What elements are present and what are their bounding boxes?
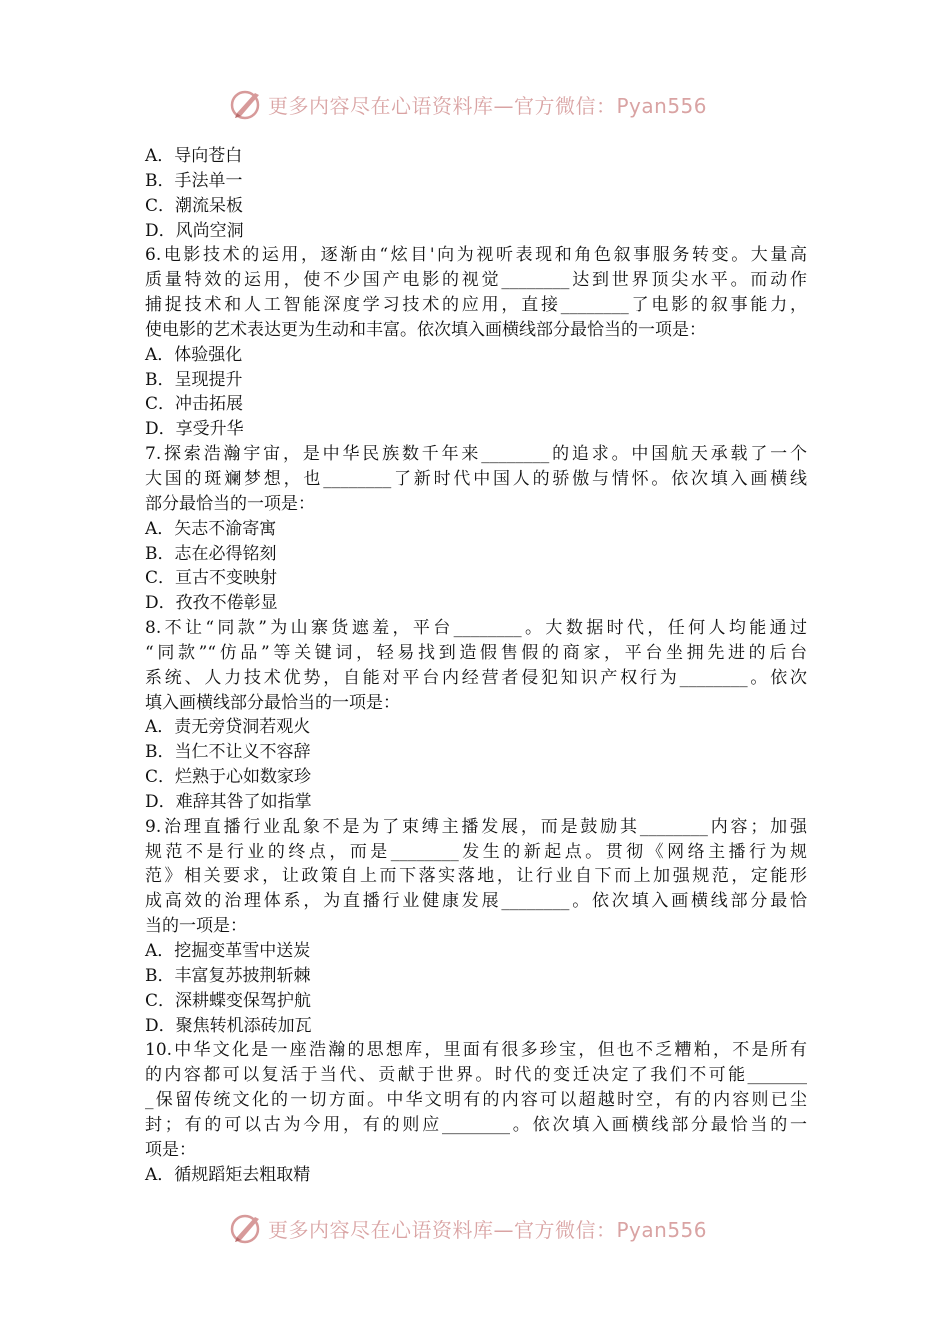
question-9-text: 规范不是行业的终点，而是________发生的新起点。贯彻《网络主播行为规 [145, 841, 807, 862]
question-10-text: 的内容都可以复活于当代、贡献于世界。时代的变迁决定了我们不可能_______ [145, 1065, 807, 1086]
option-line: D．聚焦转机添砖加瓦 [145, 1015, 312, 1036]
option-line: C．烂熟于心如数家珍 [145, 767, 312, 788]
option-line: C．冲击拓展 [145, 394, 244, 415]
question-10-text: 项是： [145, 1139, 196, 1160]
option-line: A．导向苍白 [145, 146, 243, 166]
option-line: C．亘古不变映射 [145, 568, 278, 589]
question-8-text: 系统、人力技术优势，自能对平台内经营者侵犯知识产权行为________。依次 [145, 667, 807, 688]
question-8-text: 填入画横线部分最恰当的一项是： [145, 692, 400, 713]
question-9-text: 成高效的治理体系，为直播行业健康发展________。依次填入画横线部分最恰 [145, 891, 807, 912]
option-line: C．潮流呆板 [145, 195, 244, 216]
option-line: A．循规蹈矩去粗取精 [145, 1164, 311, 1185]
option-line: A．挖掘变革雪中送炭 [145, 941, 311, 961]
question-6-text: 6.电影技术的运用，逐渐由“炫目'向为视听表现和角色叙事服务转变。大量高 [145, 245, 807, 266]
question-6-text: 质量特效的运用，使不少国产电影的视觉________达到世界顶尖水平。而动作 [145, 270, 807, 291]
question-7-text: 大国的斑斓梦想，也________了新时代中国人的骄傲与情怀。依次填入画横线 [145, 468, 807, 489]
option-line: D．享受升华 [145, 419, 244, 440]
question-8-text: 8.不让“同款”为山寨货遮羞，平台________。大数据时代，任何人均能通过 [145, 618, 807, 639]
question-9-text: 当的一项是： [145, 916, 247, 937]
option-line: B．当仁不让义不容辞 [145, 742, 311, 763]
question-10-text: _保留传统文化的一切方面。中华文明有的内容可以超越时空，有的内容则已尘 [145, 1090, 807, 1111]
question-7-text: 7.探索浩瀚宇宙，是中华民族数千年来________的追求。中国航天承载了一个 [145, 444, 807, 465]
option-line: D．难辞其咎了如指掌 [145, 791, 312, 812]
question-9-text: 9.治理直播行业乱象不是为了束缚主播发展，而是鼓励其________内容；加强 [145, 816, 807, 837]
question-6-text: 使电影的艺术表达更为生动和丰富。依次填入画横线部分最恰当的一项是： [145, 319, 706, 340]
option-line: A．矢志不渝寄寓 [145, 518, 277, 539]
option-line: C．深耕蝶变保驾护航 [145, 990, 312, 1011]
option-line: B．呈现提升 [145, 369, 243, 390]
question-7-text: 部分最恰当的一项是： [145, 493, 315, 514]
header-watermark-banner [228, 86, 728, 122]
option-line: A．责无旁贷洞若观火 [145, 717, 311, 738]
question-10-text: 10.中华文化是一座浩瀚的思想库，里面有很多珍宝，但也不乏糟粕，不是所有 [145, 1040, 807, 1061]
question-8-text: “同款”“仿品”等关键词，轻易找到造假售假的商家，平台坐拥先进的后台 [145, 642, 807, 663]
question-9-text: 范》相关要求，让政策自上而下落实落地，让行业自下而上加强规范，定能形 [145, 866, 807, 887]
option-line: D．风尚空洞 [145, 220, 244, 241]
question-10-text: 封；有的可以古为今用，有的则应________。依次填入画横线部分最恰当的一 [145, 1114, 807, 1135]
pen-logo-icon [228, 1210, 264, 1246]
watermark-text: 更多内容尽在心语资料库—官方微信：Pyan556 [268, 1217, 708, 1242]
pen-logo-icon [228, 86, 264, 122]
option-line: B．丰富复苏披荆斩棘 [145, 965, 311, 986]
option-line: B．志在必得铭刻 [145, 543, 277, 564]
option-line: A．体验强化 [145, 344, 243, 365]
option-line: D．孜孜不倦彰显 [145, 593, 278, 614]
option-line: B．手法单一 [145, 170, 243, 191]
question-6-text: 捕捉技术和人工智能深度学习技术的应用，直接________了电影的叙事能力， [145, 295, 807, 316]
watermark-text: 更多内容尽在心语资料库—官方微信：Pyan556 [268, 93, 708, 118]
question-content [145, 144, 807, 1187]
footer-watermark-banner [228, 1210, 728, 1246]
